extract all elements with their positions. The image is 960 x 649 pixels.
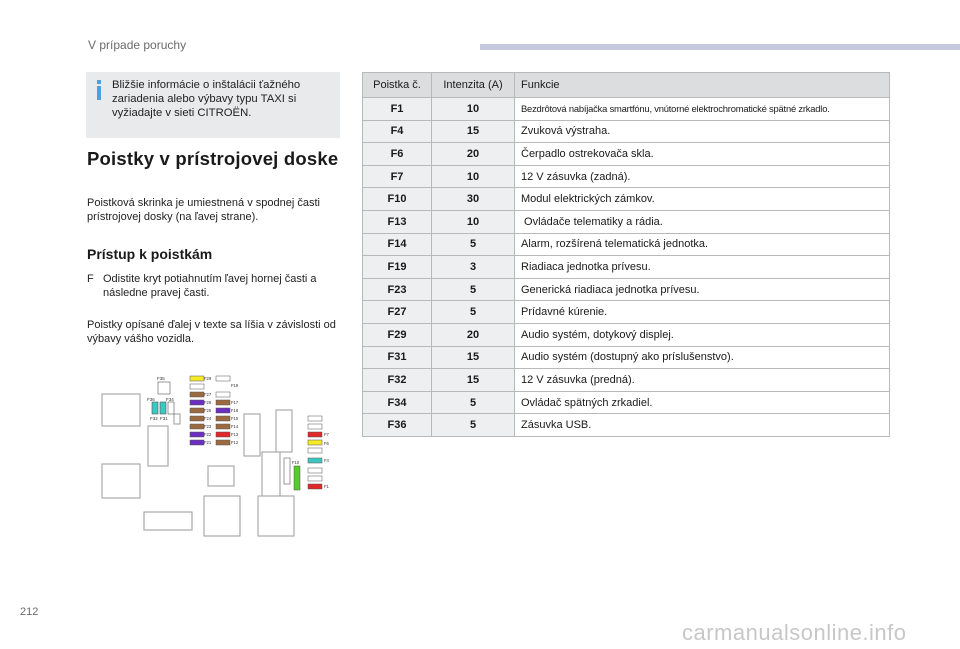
fuse-f26 [190,400,204,405]
bullet-text: Odistite kryt potiahnutím ľavej hornej časti a následne pravej časti. [103,273,317,299]
fuse-id: F14 [363,233,432,256]
fuse-f23 [190,424,204,429]
table-row [363,233,890,256]
label-f13: F13 [231,432,239,437]
fuse-f33 [168,402,174,414]
watermark: carmanualsonline.info [682,620,907,645]
fuse-f9 [308,416,322,421]
fuse-f36 [152,402,158,414]
fuse-amperage: 10 [432,165,515,188]
label-f1: F1 [324,484,329,489]
fuse-id: F36 [363,414,432,437]
fuse-f14 [216,424,230,429]
fuse-function: Modul elektrických zámkov. [515,188,890,211]
fuse-f17 [216,400,230,405]
fuse-f5 [308,448,322,453]
fuse-function: Audio systém (dostupný ako príslušenstvo). [515,346,890,369]
fuse-function: Bezdrôtová nabíjačka smartfónu, vnútorné elektrochromatické spätné zrkadlo. [515,98,890,121]
label-f16: F16 [231,408,239,413]
label-f36: F36 [147,397,155,402]
header-functions: Funkcie [515,73,890,98]
fuse-function: Riadiaca jednotka prívesu. [515,256,890,279]
fuse-f8 [308,424,322,429]
fuse-function: Ovládače telematiky a rádia. [515,210,890,233]
fuse-function: Alarm, rozšírená telematická jednotka. [515,233,890,256]
label-f10: F10 [292,460,300,465]
fuse-f19 [216,376,230,381]
info-box-text: Bližšie informácie o inštalácii ťažného zariadenia alebo výbavy typu TAXI si vyžiadajte v sieti CITROËN. [112,79,301,119]
fuse-function: Zvuková výstraha. [515,120,890,143]
fuse-f16 [216,408,230,413]
page-number: 212 [20,606,39,618]
relay-block [148,426,168,466]
fuse-amperage: 3 [432,256,515,279]
label-f25: F25 [204,408,212,413]
table-row [363,346,890,369]
fuse-amperage: 20 [432,323,515,346]
bullet-icon: F [87,273,94,285]
fuse-box-outline [174,414,180,424]
fuse-amperage: 5 [432,414,515,437]
fuse-amperage: 10 [432,98,515,121]
label-f29: F29 [204,376,212,381]
fuse-amperage: 15 [432,369,515,392]
fuse-f13 [216,432,230,437]
fuse-f29 [190,376,204,381]
fuse-f22 [190,432,204,437]
page-title: Poistky v prístrojovej doske [87,148,339,169]
fuse-f24 [190,416,204,421]
label-f34: F34 [166,397,174,402]
fuse-id: F31 [363,346,432,369]
label-f26: F26 [204,400,212,405]
fuse-f12 [216,440,230,445]
fuse-id: F29 [363,323,432,346]
fuse-id: F7 [363,165,432,188]
fuse-f21 [190,440,204,445]
table-row [363,256,890,279]
label-f12: F12 [231,440,239,445]
table-row [363,391,890,414]
label-f17: F17 [231,400,239,405]
table-header-row [363,73,890,98]
label-f35: F35 [157,376,165,381]
fuse-amperage: 15 [432,346,515,369]
table-row [363,98,890,121]
fuse-f4 [308,458,322,463]
fuse-id: F32 [363,369,432,392]
fuse-amperage: 30 [432,188,515,211]
table-row [363,120,890,143]
table-row [363,210,890,233]
fuse-f2 [308,476,322,481]
relay-block [204,496,240,536]
label-f22: F22 [204,432,212,437]
table-row [363,369,890,392]
info-icon [94,80,104,100]
header-fuse-number: Poistka č. [363,73,432,98]
fuse-f27 [190,392,204,397]
relay-block [144,512,192,530]
label-f7: F7 [324,432,329,437]
fuse-f25 [190,408,204,413]
header-accent-bar [480,44,960,50]
fuse-function: Generická riadiaca jednotka prívesu. [515,278,890,301]
fuse-id: F10 [363,188,432,211]
relay-block [208,466,234,486]
label-f24: F24 [204,416,212,421]
fuse-id: F4 [363,120,432,143]
table-row [363,165,890,188]
fuse-f35 [158,382,170,394]
label-f15: F15 [231,416,239,421]
fuse-id: F19 [363,256,432,279]
fuse-f34 [160,402,166,414]
fuse-box-outline [284,458,290,484]
table-row [363,278,890,301]
fuse-function: Zásuvka USB. [515,414,890,437]
fuse-f1 [308,484,322,489]
fuse-function: Audio systém, dotykový displej. [515,323,890,346]
fuse-function: Prídavné kúrenie. [515,301,890,324]
header-amperage: Intenzita (A) [432,73,515,98]
relay-block [276,410,292,452]
fuse-f15 [216,416,230,421]
fuse-f30 [190,384,204,389]
fuse-f10 [294,466,300,490]
fuse-amperage: 5 [432,233,515,256]
fuse-function: Ovládač spätných zrkadiel. [515,391,890,414]
fuse-amperage: 5 [432,301,515,324]
label-f4: F4 [324,458,329,463]
intro-paragraph: Poistková skrinka je umiestnená v spodnej časti prístrojovej dosky (na ľavej strane). [87,197,320,223]
label-f14: F14 [231,424,239,429]
section-header-title: V prípade poruchy [88,38,187,52]
info-box [86,72,340,138]
fuse-id: F23 [363,278,432,301]
fuse-amperage: 5 [432,278,515,301]
fuse-amperage: 5 [432,391,515,414]
label-f23: F23 [204,424,212,429]
fuse-f6 [308,440,322,445]
access-subtitle: Prístup k poistkám [87,246,213,262]
fuse-id: F27 [363,301,432,324]
fuse-function: 12 V zásuvka (zadná). [515,165,890,188]
label-f31: F31 [160,416,168,421]
table-row [363,143,890,166]
relay-block [244,414,260,456]
label-f21: F21 [204,440,212,445]
fuse-box-diagram [96,366,336,546]
table-row [363,323,890,346]
fuse-function: Čerpadlo ostrekovača skla. [515,143,890,166]
relay-block [102,394,140,426]
fuse-amperage: 20 [432,143,515,166]
fuse-id: F1 [363,98,432,121]
fuse-id: F34 [363,391,432,414]
relay-block [258,496,294,536]
fuse-amperage: 15 [432,120,515,143]
fuse-function: 12 V zásuvka (predná). [515,369,890,392]
note-paragraph: Poistky opísané ďalej v texte sa líšia v závislosti od výbavy vášho vozidla. [87,319,336,345]
label-f32: F32 [150,416,158,421]
relay-block [102,464,140,498]
fuse-f18 [216,392,230,397]
label-f27: F27 [204,392,212,397]
table-row [363,188,890,211]
fuse-id: F13 [363,210,432,233]
label-f19: F19 [231,383,239,388]
fuse-id: F6 [363,143,432,166]
label-f6: F6 [324,441,329,446]
fuse-amperage: 10 [432,210,515,233]
table-row [363,414,890,437]
fuse-f3 [308,468,322,473]
fuse-table [362,72,890,437]
fuse-f7 [308,432,322,437]
table-row [363,301,890,324]
